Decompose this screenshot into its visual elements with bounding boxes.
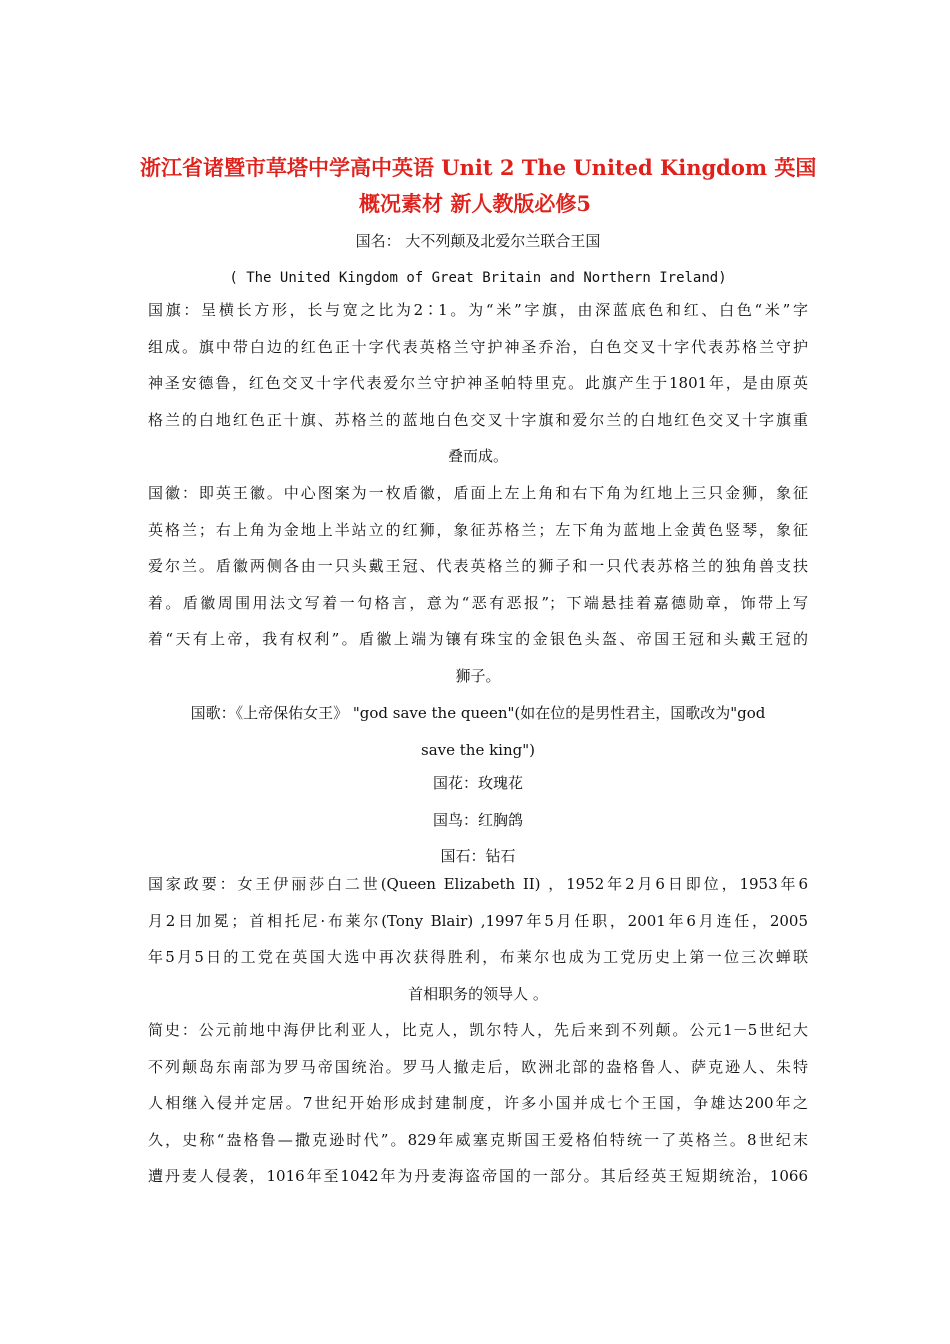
history-paragraph [148,1012,808,1195]
title-line-1: 浙江省诸暨市草塔中学高中英语 Unit 2 The United Kingdom 英国 [140,155,817,180]
national-flower: 国花：玫瑰花 [432,774,523,792]
anthem-paragraph [148,695,808,768]
history-line: 不列颠岛东南部为罗马帝国统治。罗马人撤走后，欧洲北部的盎格鲁人、萨克逊人、朱特 [148,1057,808,1076]
emblem-line-last: 狮子。 [455,666,501,685]
emblem-paragraph [148,475,808,694]
emblem-line: 着“天有上帝，我有权利”。盾徽上端为镶有珠宝的金银色头盔、帝国王冠和头戴王冠的 [148,630,808,648]
politics-paragraph [148,866,808,1012]
history-line: 遭丹麦人侵袭，1016年至1042年为丹麦海盗帝国的一部分。其后经英王短期统治，1066 [148,1167,808,1185]
title-line-2: 概况素材 新人教版必修5 [359,191,591,216]
national-symbols [148,765,808,875]
national-stone: 国石：钻石 [440,847,516,865]
country-name-cn: 国名： 大不列颠及北爱尔兰联合王国 [355,232,601,250]
politics-line: 年5月5日的工党在英国大选中再次获得胜利，布莱尔也成为工党历史上第一位三次蝉联 [148,948,808,966]
emblem-line: 爱尔兰。盾徽两侧各由一只头戴王冠、代表英格兰的狮子和一只代表苏格兰的独角兽支扶 [148,557,808,575]
emblem-line: 英格兰；右上角为金地上半站立的红狮，象征苏格兰；左下角为蓝地上金黄色竖琴，象征 [148,520,808,539]
history-line: 简史：公元前地中海伊比利亚人，比克人，凯尔特人，先后来到不列颠。公元1－5世纪大 [148,1021,808,1039]
flag-line-last: 叠而成。 [447,447,508,465]
politics-line-last: 首相职务的领导人 。 [408,984,548,1003]
country-name-en: ( The United Kingdom of Great Britain and Northern Ireland) [229,269,727,286]
anthem-line-2: save the king") [421,740,535,759]
politics-line: 月2日加冕；首相托尼·布莱尔(Tony Blair) ,1997年5月任职，2001年6月连任，2005 [148,911,808,930]
politics-line: 国家政要：女王伊丽莎白二世(Queen Elizabeth II) ，1952年2月6日即位，1953年6 [148,875,808,893]
anthem-line-1: 国歌：《上帝保佑女王》 "god save the queen"(如在位的是男性君主，国歌改为"god [190,704,766,722]
emblem-line: 着。盾徽周围用法文写着一句格言，意为“恶有恶报”；下端悬挂着嘉德勋章，饰带上写 [148,593,808,612]
flag-line: 国旗：呈横长方形，长与宽之比为2∶1。为“米”字旗，由深蓝底色和红、白色“米”字 [148,301,808,319]
document-title [140,150,817,222]
country-name-section [148,223,808,296]
flag-paragraph [148,292,808,475]
flag-line: 格兰的白地红色正十旗、苏格兰的蓝地白色交叉十字旗和爱尔兰的白地红色交叉十字旗重 [148,410,808,429]
history-line: 久，史称“盎格鲁—撒克逊时代”。829年威塞克斯国王爱格伯特统一了英格兰。8世纪末 [148,1130,808,1149]
history-line: 人相继入侵并定居。7世纪开始形成封建制度，许多小国并成七个王国，争雄达200年之 [148,1094,808,1112]
emblem-line: 国徽：即英王徽。中心图案为一枚盾徽，盾面上左上角和右下角为红地上三只金狮，象征 [148,484,808,502]
national-bird: 国鸟：红胸鸽 [432,810,523,829]
flag-line: 神圣安德鲁，红色交叉十字代表爱尔兰守护神圣帕特里克。此旗产生于1801年，是由原英 [148,374,808,392]
flag-line: 组成。旗中带白边的红色正十字代表英格兰守护神圣乔治，白色交叉十字代表苏格兰守护 [148,337,808,356]
